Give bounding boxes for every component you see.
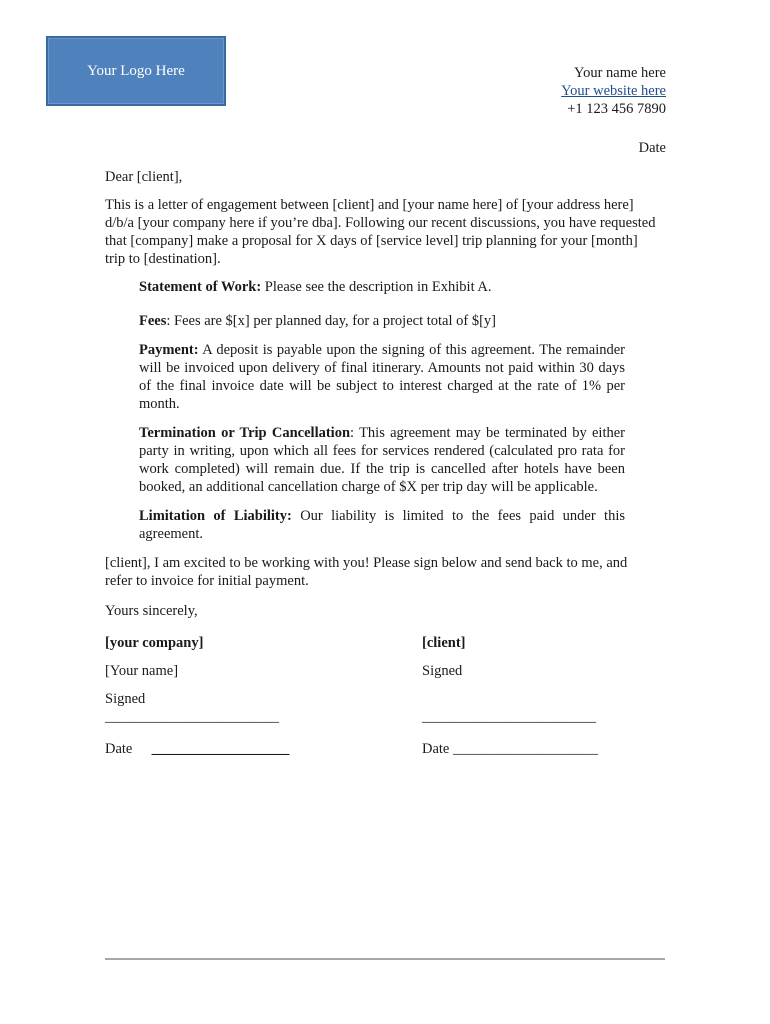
term-payment xyxy=(139,341,625,413)
your-name-label: [Your name] xyxy=(105,663,179,679)
client-label: [client] xyxy=(422,635,466,651)
date-row xyxy=(422,740,598,758)
term-statement-of-work xyxy=(139,278,625,296)
logo-text: Your Logo Here xyxy=(87,62,185,79)
company-label: [your company] xyxy=(105,635,204,651)
term-text: : This agreement may be terminated by either party in writing, upon which all fees for services rendered (calculated pro rata for work completed) will remain due. If the trip is cancelled after hotels have been booked, an additional cancellation charge of $X per trip day will be applicable. xyxy=(139,425,625,495)
sign-off: Yours sincerely, xyxy=(105,603,198,619)
term-heading: Payment: xyxy=(139,342,199,358)
term-heading: Limitation of Liability: xyxy=(139,508,292,524)
date-label: Date xyxy=(105,741,133,757)
term-text: : Fees are $[x] per planned day, for a project total of $[y] xyxy=(166,313,496,329)
term-liability xyxy=(139,507,625,543)
signature-line: ________________________ xyxy=(105,709,279,725)
signature-section xyxy=(105,634,657,784)
date-line: ___________________ xyxy=(151,741,290,757)
intro-paragraph: This is a letter of engagement between [client] and [your name here] of [your address here] d/b/a [your company here if you’re dba]. Following our recent discussions, you have requested that [company] make a proposal for X days of [service level] trip planning for your [month] trip to [destination]. xyxy=(105,197,656,267)
term-heading: Termination or Trip Cancellation xyxy=(139,425,351,441)
signature-right xyxy=(422,634,598,758)
term-termination xyxy=(139,424,625,496)
signature-left xyxy=(105,634,289,758)
sender-website-link[interactable]: Your website here xyxy=(561,83,666,99)
term-text: Our liability is limited to the fees paid under this agreement. xyxy=(139,508,625,542)
signed-label: Signed xyxy=(422,663,463,679)
sender-block xyxy=(561,64,666,118)
terms-list xyxy=(139,278,625,543)
sender-phone: +1 123 456 7890 xyxy=(567,101,666,117)
sender-name: Your name here xyxy=(574,65,666,81)
term-heading: Statement of Work: xyxy=(139,279,262,295)
term-text: A deposit is payable upon the signing of this agreement. The remainder will be invoiced upon delivery of final itinerary. Amounts not paid within 30 days of the final invoice date will be subject to interest charged at the rate of 1% per month. xyxy=(139,342,625,412)
signed-label: Signed xyxy=(105,691,146,707)
date-row xyxy=(105,740,289,758)
term-fees xyxy=(139,312,625,330)
signature-line: ________________________ xyxy=(422,709,596,725)
closing-paragraph: [client], I am excited to be working with you! Please sign below and send back to me, and refer to invoice for initial payment. xyxy=(105,555,628,589)
letter-body xyxy=(105,168,657,784)
date-label: Date xyxy=(422,741,450,757)
date-line: ____________________ xyxy=(453,741,598,757)
greeting: Dear [client], xyxy=(105,169,183,185)
term-text: Please see the description in Exhibit A. xyxy=(261,279,492,295)
logo-placeholder xyxy=(46,36,226,106)
letter-date: Date xyxy=(638,140,666,156)
footer-divider xyxy=(105,958,665,960)
term-heading: Fees xyxy=(139,313,167,329)
